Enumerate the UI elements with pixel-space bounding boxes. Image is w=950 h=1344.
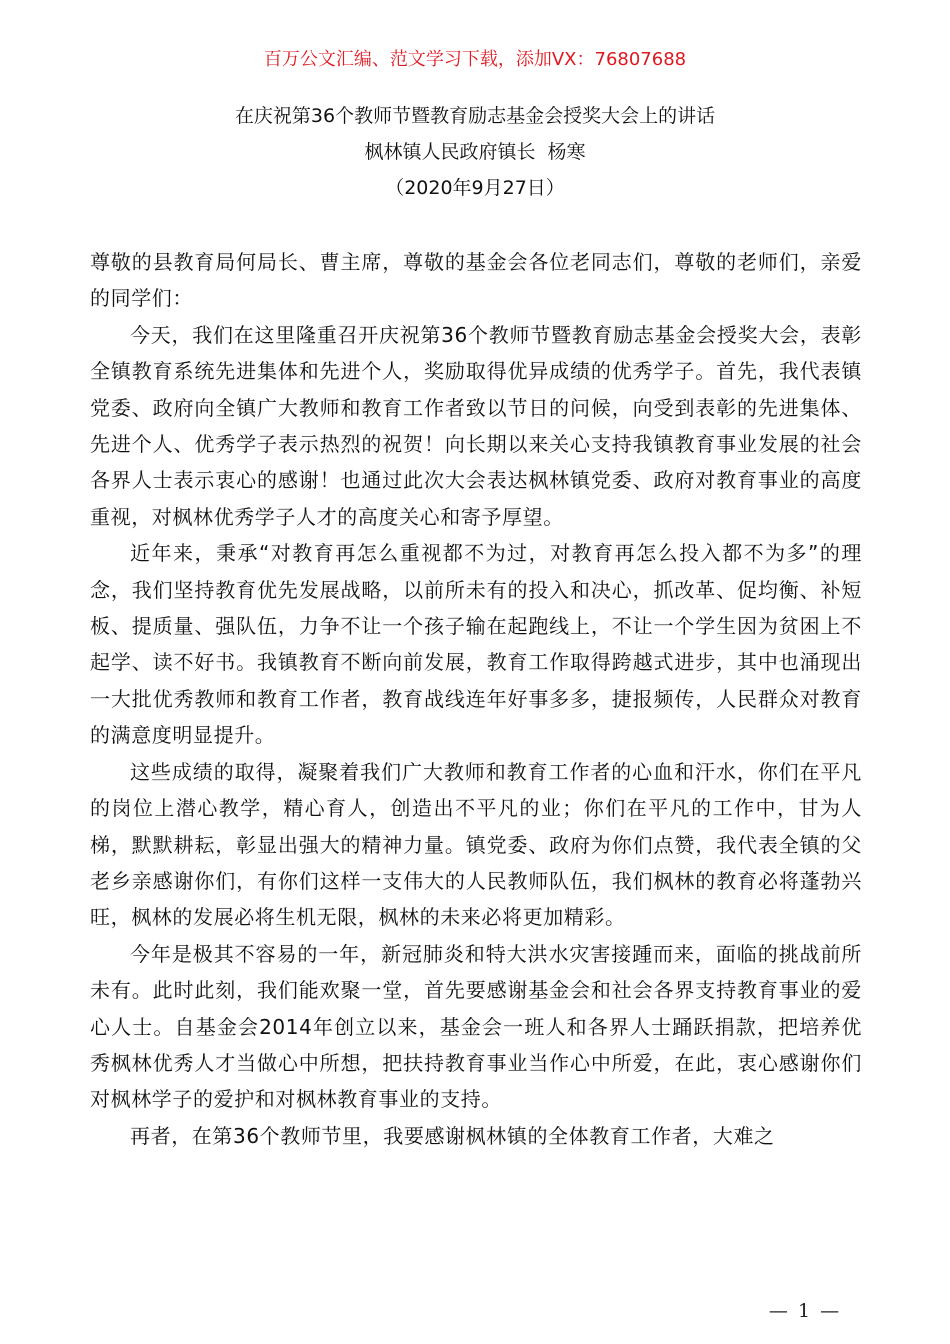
document-title: 在庆祝第36个教师节暨教育励志基金会授奖大会上的讲话	[234, 105, 716, 127]
body-paragraph: 今天，我们在这里隆重召开庆祝第36个教师节暨教育励志基金会授奖大会，表彰全镇教育系统先进集体和先进个人，奖励取得优异成绩的优秀学子。首先，我代表镇党委、政府向全镇广大教师和教育工作者致以节日的问候，向受到表彰的先进集体、先进个人、优秀学子表示热烈的祝贺！向长期以来关心支持我镇教育事业发展的社会各界人士表示衷心的感谢！也通过此次大会表达枫林镇党委、政府对教育事业的高度重视，对枫林优秀学子人才的高度关心和寄予厚望。	[90, 322, 862, 529]
date-line: （2020年9月27日）	[385, 177, 565, 199]
body-paragraph: 今年是极其不容易的一年，新冠肺炎和特大洪水灾害接踵而来，面临的挑战前所未有。此时此刻，我们能欢聚一堂，首先要感谢基金会和社会各界支持教育事业的爱心人士。自基金会2014年创立以来，基金会一班人和各界人士踊跃捐款，把培养优秀枫林优秀人才当做心中所想，把扶持教育事业当作心中所爱，在此，衷心感谢你们对枫林学子的爱护和对枫林教育事业的支持。	[90, 941, 862, 1112]
body-paragraph: 这些成绩的取得，凝聚着我们广大教师和教育工作者的心血和汗水，你们在平凡的岗位上潜心教学，精心育人，创造出不平凡的业；你们在平凡的工作中，甘为人梯，默默耕耘，彰显出强大的精神力量。镇党委、政府为你们点赞，我代表全镇的父老乡亲感谢你们，有你们这样一支伟大的人民教师队伍，我们枫林的教育必将蓬勃兴旺，枫林的发展必将生机无限，枫林的未来必将更加精彩。	[90, 759, 862, 930]
body-paragraph: 近年来，秉承“对教育再怎么重视都不为过，对教育再怎么投入都不为多”的理念，我们坚持教育优先发展战略，以前所未有的投入和决心，抓改革、促均衡、补短板、提质量、强队伍，力争不让一个孩子输在起跑线上，不让一个学生因为贫困上不起学、读不好书。我镇教育不断向前发展，教育工作取得跨越式进步，其中也涌现出一大批优秀教师和教育工作者，教育战线连年好事多多，捷报频传，人民群众对教育的满意度明显提升。	[90, 541, 862, 748]
speech-body	[90, 244, 862, 1154]
watermark-banner: 百万公文汇编、范文学习下载，添加VX：76807688	[263, 49, 687, 70]
body-paragraph: 再者，在第36个教师节里，我要感谢枫林镇的全体教育工作者，大难之	[130, 1123, 775, 1148]
title-block	[0, 98, 950, 206]
page-number: — 1 —	[768, 1300, 842, 1322]
salutation-paragraph: 尊敬的县教育局何局长、曹主席，尊敬的基金会各位老同志们，尊敬的老师们，亲爱的同学们：	[90, 250, 862, 311]
author-line: 枫林镇人民政府镇长 杨寒	[364, 141, 586, 163]
